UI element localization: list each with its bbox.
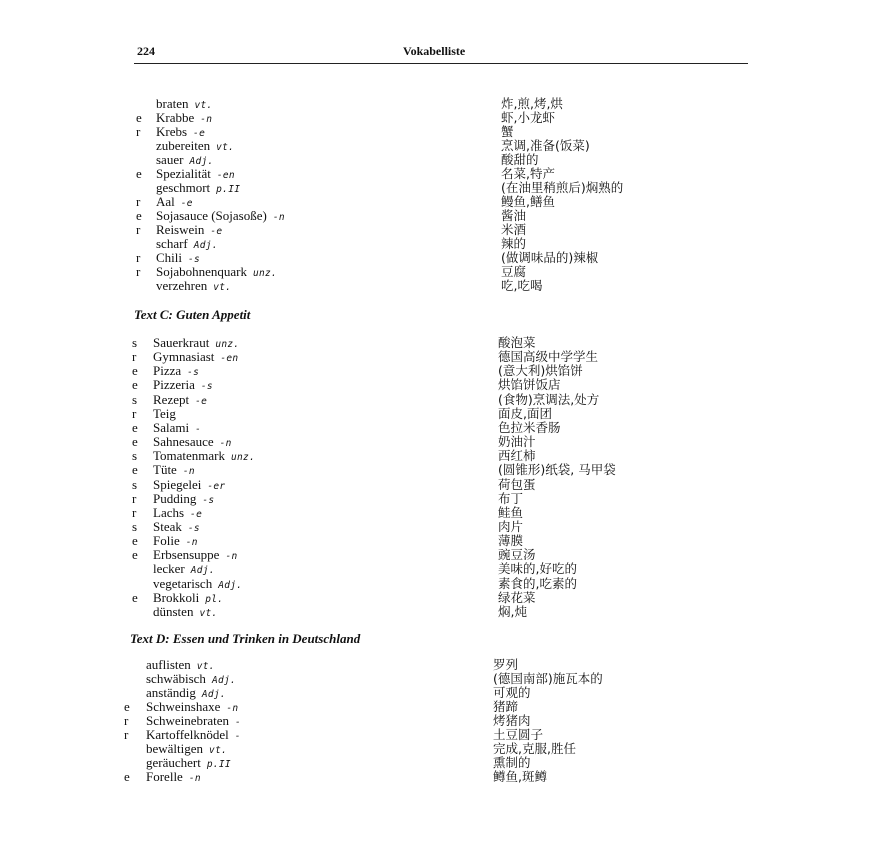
section-heading-text-d: Text D: Essen und Trinken in Deutschland — [130, 631, 361, 646]
headword: vegetarisch — [153, 576, 213, 591]
chinese-translation: 蟹 — [501, 124, 514, 139]
article-marker: r — [132, 349, 137, 364]
grammar-note: -n — [188, 773, 201, 784]
chinese-translation: 素食的,吃素的 — [498, 576, 577, 591]
article-marker: s — [132, 519, 138, 534]
grammar-note: -n — [185, 537, 198, 548]
headword: Rezept — [153, 392, 190, 407]
chinese-translation: (做调味品的)辣椒 — [501, 250, 599, 265]
grammar-note: unz. — [252, 268, 278, 279]
chinese-translation: 奶油汁 — [498, 434, 536, 449]
headword: Sahnesauce — [153, 434, 214, 449]
chinese-translation: 焖,炖 — [498, 604, 527, 619]
headword: Chili — [156, 250, 183, 265]
headword: Erbsensuppe — [153, 547, 220, 562]
chinese-translation: 名菜,特产 — [501, 166, 555, 181]
chinese-translation: 酱油 — [501, 208, 527, 223]
grammar-note: -n — [200, 114, 213, 125]
chinese-translation: 熏制的 — [493, 755, 531, 770]
headword: anständig — [146, 685, 196, 700]
headword: Gymnasiast — [153, 349, 215, 364]
headword: braten — [156, 96, 189, 111]
article-marker: e — [132, 547, 138, 562]
headword: Teig — [153, 406, 176, 421]
article-marker: s — [132, 448, 138, 463]
article-marker: e — [124, 699, 130, 714]
grammar-note: -e — [193, 128, 206, 139]
grammar-note: -e — [180, 198, 193, 209]
grammar-note: p.II — [206, 759, 231, 770]
headword: Sauerkraut — [153, 335, 210, 350]
page-number: 224 — [137, 44, 155, 58]
grammar-note: -n — [219, 438, 232, 449]
chinese-translation: (食物)烹调法,处方 — [498, 392, 600, 407]
headword: Pudding — [153, 491, 197, 506]
chinese-translation: 酸泡菜 — [498, 335, 536, 350]
chinese-translation: 荷包蛋 — [498, 477, 536, 492]
article-marker: e — [132, 434, 138, 449]
chinese-translation: 烘馅饼饭店 — [498, 377, 561, 392]
article-marker: e — [124, 769, 130, 784]
grammar-note: -s — [188, 254, 201, 265]
headword: Sojasauce (Sojasoße) — [156, 208, 267, 223]
article-marker: r — [132, 505, 137, 520]
grammar-note: p.II — [216, 184, 241, 195]
headword: Salami — [153, 420, 190, 435]
grammar-note: Adj. — [193, 240, 218, 251]
chinese-translation: (圆锥形)纸袋, 马甲袋 — [498, 462, 616, 477]
headword: geräuchert — [146, 755, 201, 770]
header-rule — [134, 63, 748, 64]
article-marker: e — [132, 420, 138, 435]
headword: Brokkoli — [153, 590, 200, 605]
article-marker: e — [136, 208, 142, 223]
german-term — [153, 407, 176, 421]
grammar-note: -e — [190, 509, 203, 520]
chinese-translation: 豌豆汤 — [498, 547, 536, 562]
grammar-note: -s — [187, 523, 200, 534]
chinese-translation: 酸甜的 — [501, 152, 539, 167]
headword: auflisten — [146, 657, 191, 672]
article-marker: r — [136, 264, 141, 279]
article-marker: e — [136, 110, 142, 125]
article-marker: s — [132, 392, 138, 407]
article-marker: e — [132, 590, 138, 605]
headword: Folie — [153, 533, 180, 548]
article-marker: s — [132, 335, 138, 350]
chinese-translation: 辣的 — [501, 236, 527, 251]
headword: Kartoffelknödel — [146, 727, 229, 742]
headword: Forelle — [146, 769, 183, 784]
article-marker: r — [124, 727, 129, 742]
headword: bewältigen — [146, 741, 204, 756]
headword: Spiegelei — [153, 477, 202, 492]
headword: Krabbe — [156, 110, 195, 125]
headword: verzehren — [156, 278, 208, 293]
chinese-translation: 米酒 — [501, 222, 527, 237]
headword: Lachs — [153, 505, 185, 520]
chinese-translation: 肉片 — [498, 519, 524, 534]
article-marker: r — [136, 250, 141, 265]
headword: Steak — [153, 519, 182, 534]
grammar-note: -e — [195, 396, 208, 407]
chinese-translation: (德国南部)施瓦本的 — [493, 671, 603, 686]
chinese-translation: 吃,吃喝 — [501, 278, 543, 293]
chinese-translation: 鳟鱼,斑鳟 — [493, 769, 547, 784]
chinese-translation: 西红柿 — [498, 448, 536, 463]
grammar-note: -en — [220, 353, 239, 364]
article-marker: s — [132, 477, 138, 492]
chinese-translation: 面皮,面团 — [498, 406, 552, 421]
headword: Pizza — [153, 363, 182, 378]
chinese-translation: 罗列 — [493, 657, 519, 672]
grammar-note: Adj. — [189, 156, 214, 167]
running-head: Vokabelliste — [403, 44, 466, 58]
article-marker: r — [124, 713, 129, 728]
section-heading-text-c: Text C: Guten Appetit — [134, 307, 251, 322]
grammar-note: vt. — [196, 661, 215, 672]
article-marker: e — [132, 377, 138, 392]
chinese-translation: 色拉米香肠 — [498, 420, 561, 435]
german-term — [153, 605, 218, 621]
grammar-note: vt. — [209, 745, 228, 756]
chinese-translation: 烹调,准备(饭菜) — [501, 138, 590, 153]
grammar-note: vt. — [216, 142, 235, 153]
german-term — [156, 279, 231, 295]
grammar-note: -s — [202, 495, 215, 506]
headword: zubereiten — [156, 138, 211, 153]
grammar-note: pl. — [205, 594, 224, 605]
grammar-note: vt. — [199, 608, 218, 619]
grammar-note: -n — [182, 466, 195, 477]
article-marker: e — [132, 363, 138, 378]
headword: schwäbisch — [146, 671, 206, 686]
chinese-translation: 土豆圆子 — [493, 727, 544, 742]
grammar-note: -e — [210, 226, 223, 237]
headword: Tomatenmark — [153, 448, 226, 463]
article-marker: e — [132, 533, 138, 548]
chinese-translation: (在油里稍煎后)焖熟的 — [501, 180, 624, 195]
headword: dünsten — [153, 604, 194, 619]
chinese-translation: 鳗鱼,鳝鱼 — [501, 194, 555, 209]
grammar-note: -er — [207, 481, 226, 492]
grammar-note: vt. — [194, 100, 213, 111]
grammar-note: -n — [272, 212, 285, 223]
chinese-translation: 布丁 — [498, 491, 524, 506]
headword: scharf — [156, 236, 188, 251]
chinese-translation: 猪蹄 — [493, 699, 519, 714]
grammar-note: -s — [187, 367, 200, 378]
headword: Tüte — [153, 462, 177, 477]
headword: Schweinebraten — [146, 713, 230, 728]
headword: Reiswein — [156, 222, 205, 237]
grammar-note: -n — [226, 703, 239, 714]
chinese-translation: 豆腐 — [501, 264, 527, 279]
article-marker: r — [132, 491, 137, 506]
headword: Schweinshaxe — [146, 699, 221, 714]
grammar-note: -n — [225, 551, 238, 562]
chinese-translation: 完成,克服,胜任 — [493, 741, 576, 756]
chinese-translation: 烤猪肉 — [493, 713, 531, 728]
grammar-note: - — [235, 717, 242, 728]
grammar-note: Adj. — [201, 689, 226, 700]
grammar-note: -s — [200, 381, 213, 392]
headword: sauer — [156, 152, 184, 167]
chinese-translation: 可观的 — [493, 685, 531, 700]
article-marker: r — [136, 194, 141, 209]
headword: Krebs — [156, 124, 188, 139]
german-term — [146, 770, 201, 786]
chinese-translation: 绿花菜 — [498, 590, 536, 605]
headword: lecker — [153, 561, 185, 576]
grammar-note: Adj. — [211, 675, 237, 686]
article-marker: r — [136, 222, 141, 237]
grammar-note: -en — [216, 170, 235, 181]
chinese-translation: 薄膜 — [498, 533, 524, 548]
article-marker: r — [136, 124, 141, 139]
headword: Spezialität — [156, 166, 211, 181]
grammar-note: unz. — [231, 452, 256, 463]
chinese-translation: 德国高级中学学生 — [498, 349, 599, 364]
chinese-translation: 鲑鱼 — [498, 505, 524, 520]
chinese-translation: 炸,煎,烤,烘 — [501, 96, 563, 111]
chinese-translation: 美味的,好吃的 — [498, 561, 577, 576]
article-marker: e — [132, 462, 138, 477]
grammar-note: vt. — [213, 282, 232, 293]
grammar-note: unz. — [215, 339, 240, 350]
grammar-note: Adj. — [218, 580, 243, 591]
grammar-note: - — [195, 424, 202, 435]
chinese-translation: 虾,小龙虾 — [501, 110, 555, 125]
headword: geschmort — [156, 180, 211, 195]
headword: Sojabohnenquark — [156, 264, 247, 279]
headword: Pizzeria — [153, 377, 195, 392]
grammar-note: Adj. — [190, 565, 215, 576]
chinese-translation: (意大利)烘馅饼 — [498, 363, 583, 378]
article-marker: r — [132, 406, 137, 421]
headword: Aal — [156, 194, 175, 209]
article-marker: e — [136, 166, 142, 181]
grammar-note: - — [234, 731, 241, 742]
